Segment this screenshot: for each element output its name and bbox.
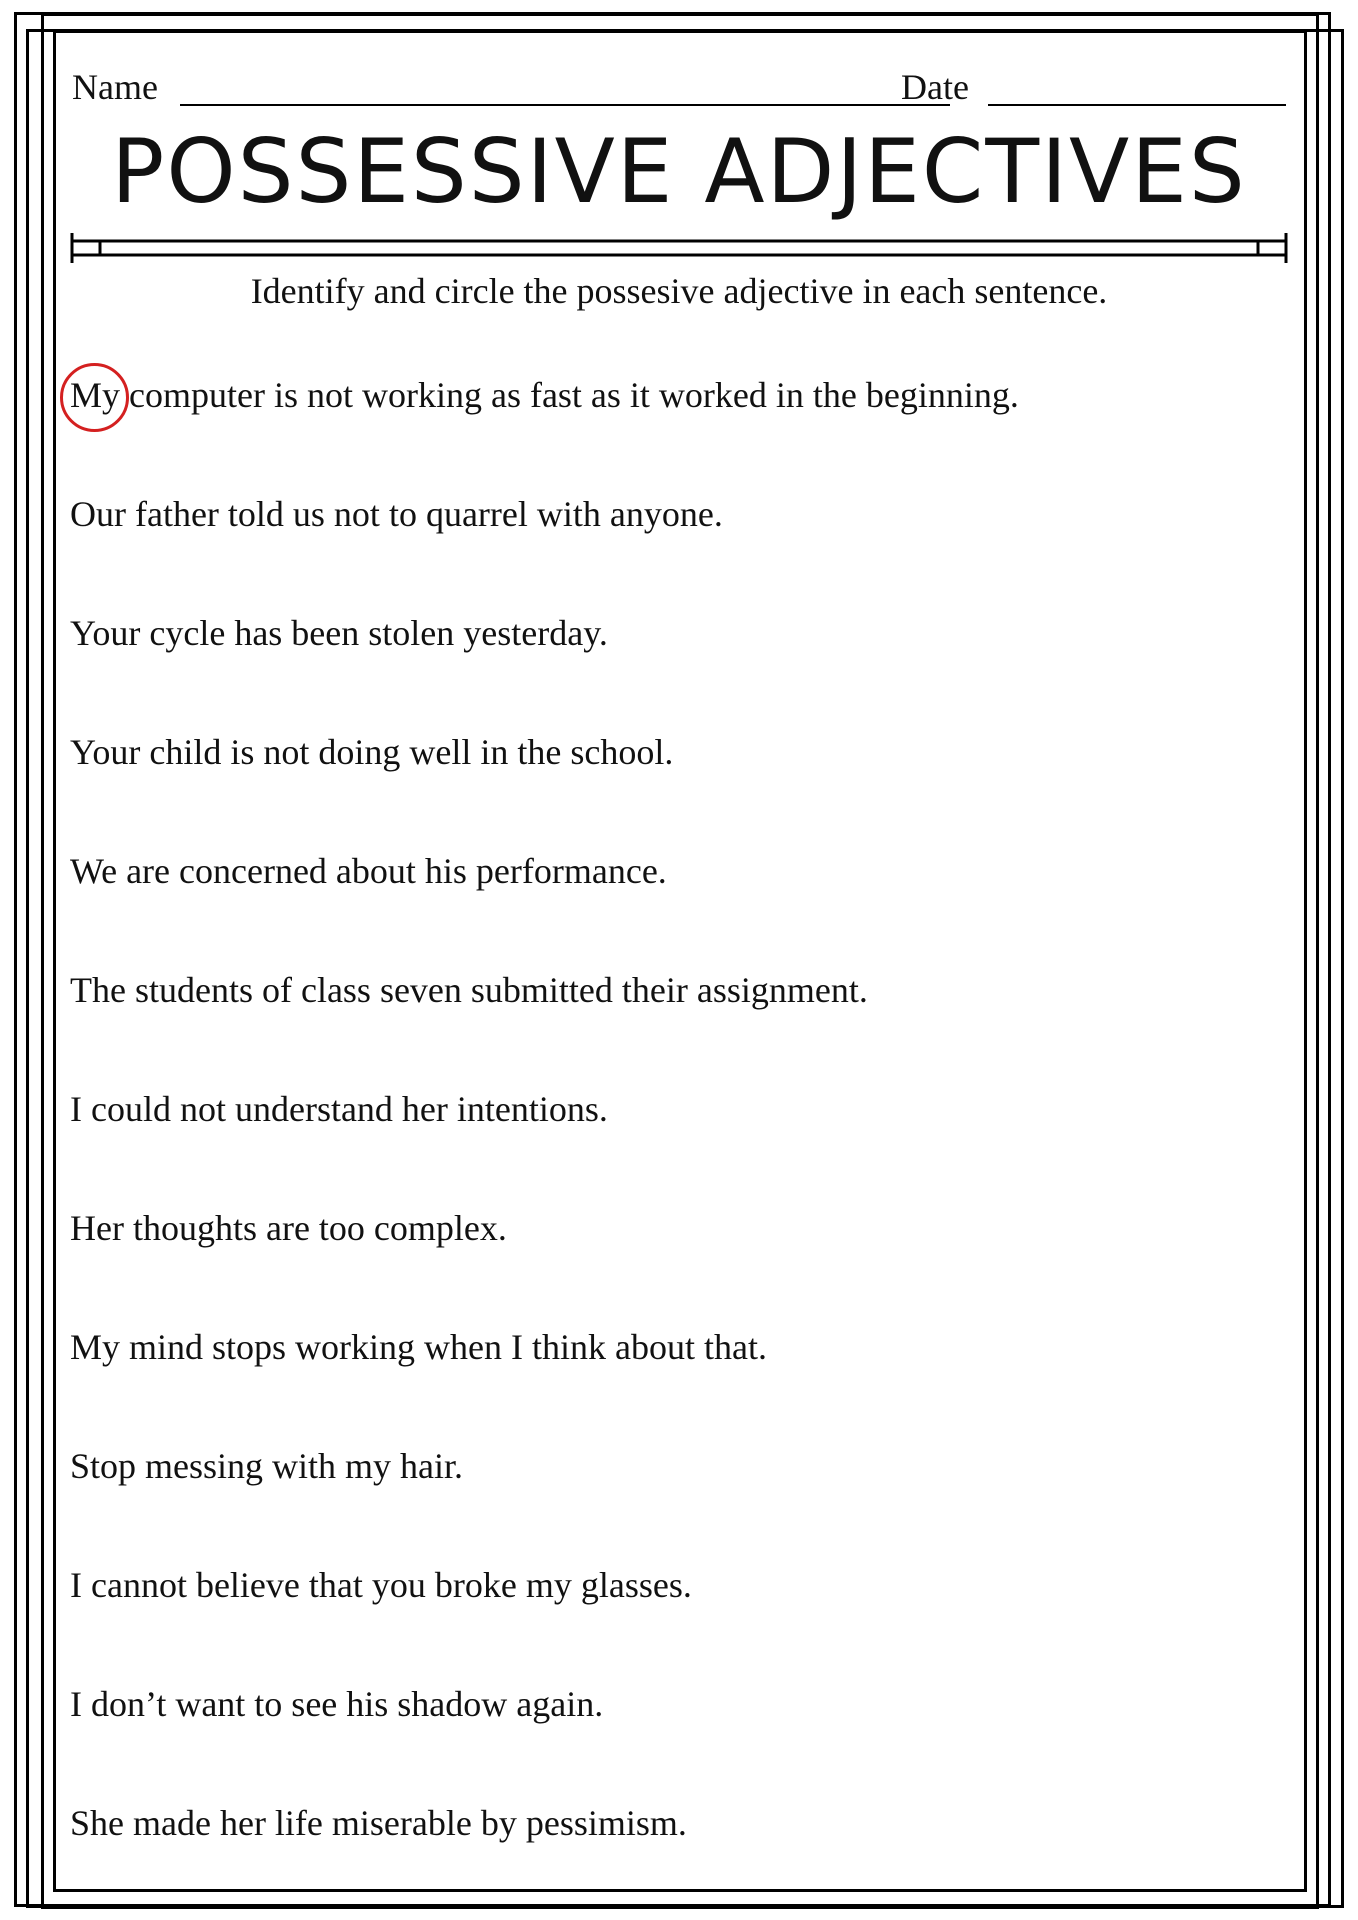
answer-circle — [60, 363, 129, 432]
name-label: Name — [72, 67, 158, 107]
date-label: Date — [901, 67, 969, 107]
example-sentence-rest: computer is not working as fast as it worked in the beginning. — [120, 375, 1019, 415]
name-field-line[interactable] — [180, 104, 950, 106]
sentence-5: We are concerned about his performance. — [70, 851, 667, 891]
header-row — [72, 60, 1286, 110]
sentence-13: She made her life miserable by pessimism. — [70, 1803, 687, 1843]
sentence-12: I don’t want to see his shadow again. — [70, 1684, 604, 1724]
instructions-text: Identify and circle the possesive adjective in each sentence. — [250, 271, 1108, 311]
sentence-11: I cannot believe that you broke my glasses. — [70, 1565, 692, 1605]
circled-word — [70, 372, 120, 418]
sentence-3: Your cycle has been stolen yesterday. — [70, 613, 608, 653]
sentence-4: Your child is not doing well in the school. — [70, 732, 674, 772]
sentence-6: The students of class seven submitted their assignment. — [70, 970, 868, 1010]
circled-word-text: My — [70, 375, 121, 415]
example-sentence — [70, 372, 1270, 418]
sentence-7: I could not understand her intentions. — [70, 1089, 608, 1129]
page-title: POSSESSIVE ADJECTIVES — [111, 120, 1247, 223]
sentence-9: My mind stops working when I think about that. — [70, 1327, 767, 1367]
sentence-8: Her thoughts are too complex. — [70, 1208, 507, 1248]
sentence-10: Stop messing with my hair. — [70, 1446, 464, 1486]
title-divider — [70, 233, 1288, 263]
sentence-2: Our father told us not to quarrel with anyone. — [70, 494, 723, 534]
date-field-line[interactable] — [988, 104, 1286, 106]
